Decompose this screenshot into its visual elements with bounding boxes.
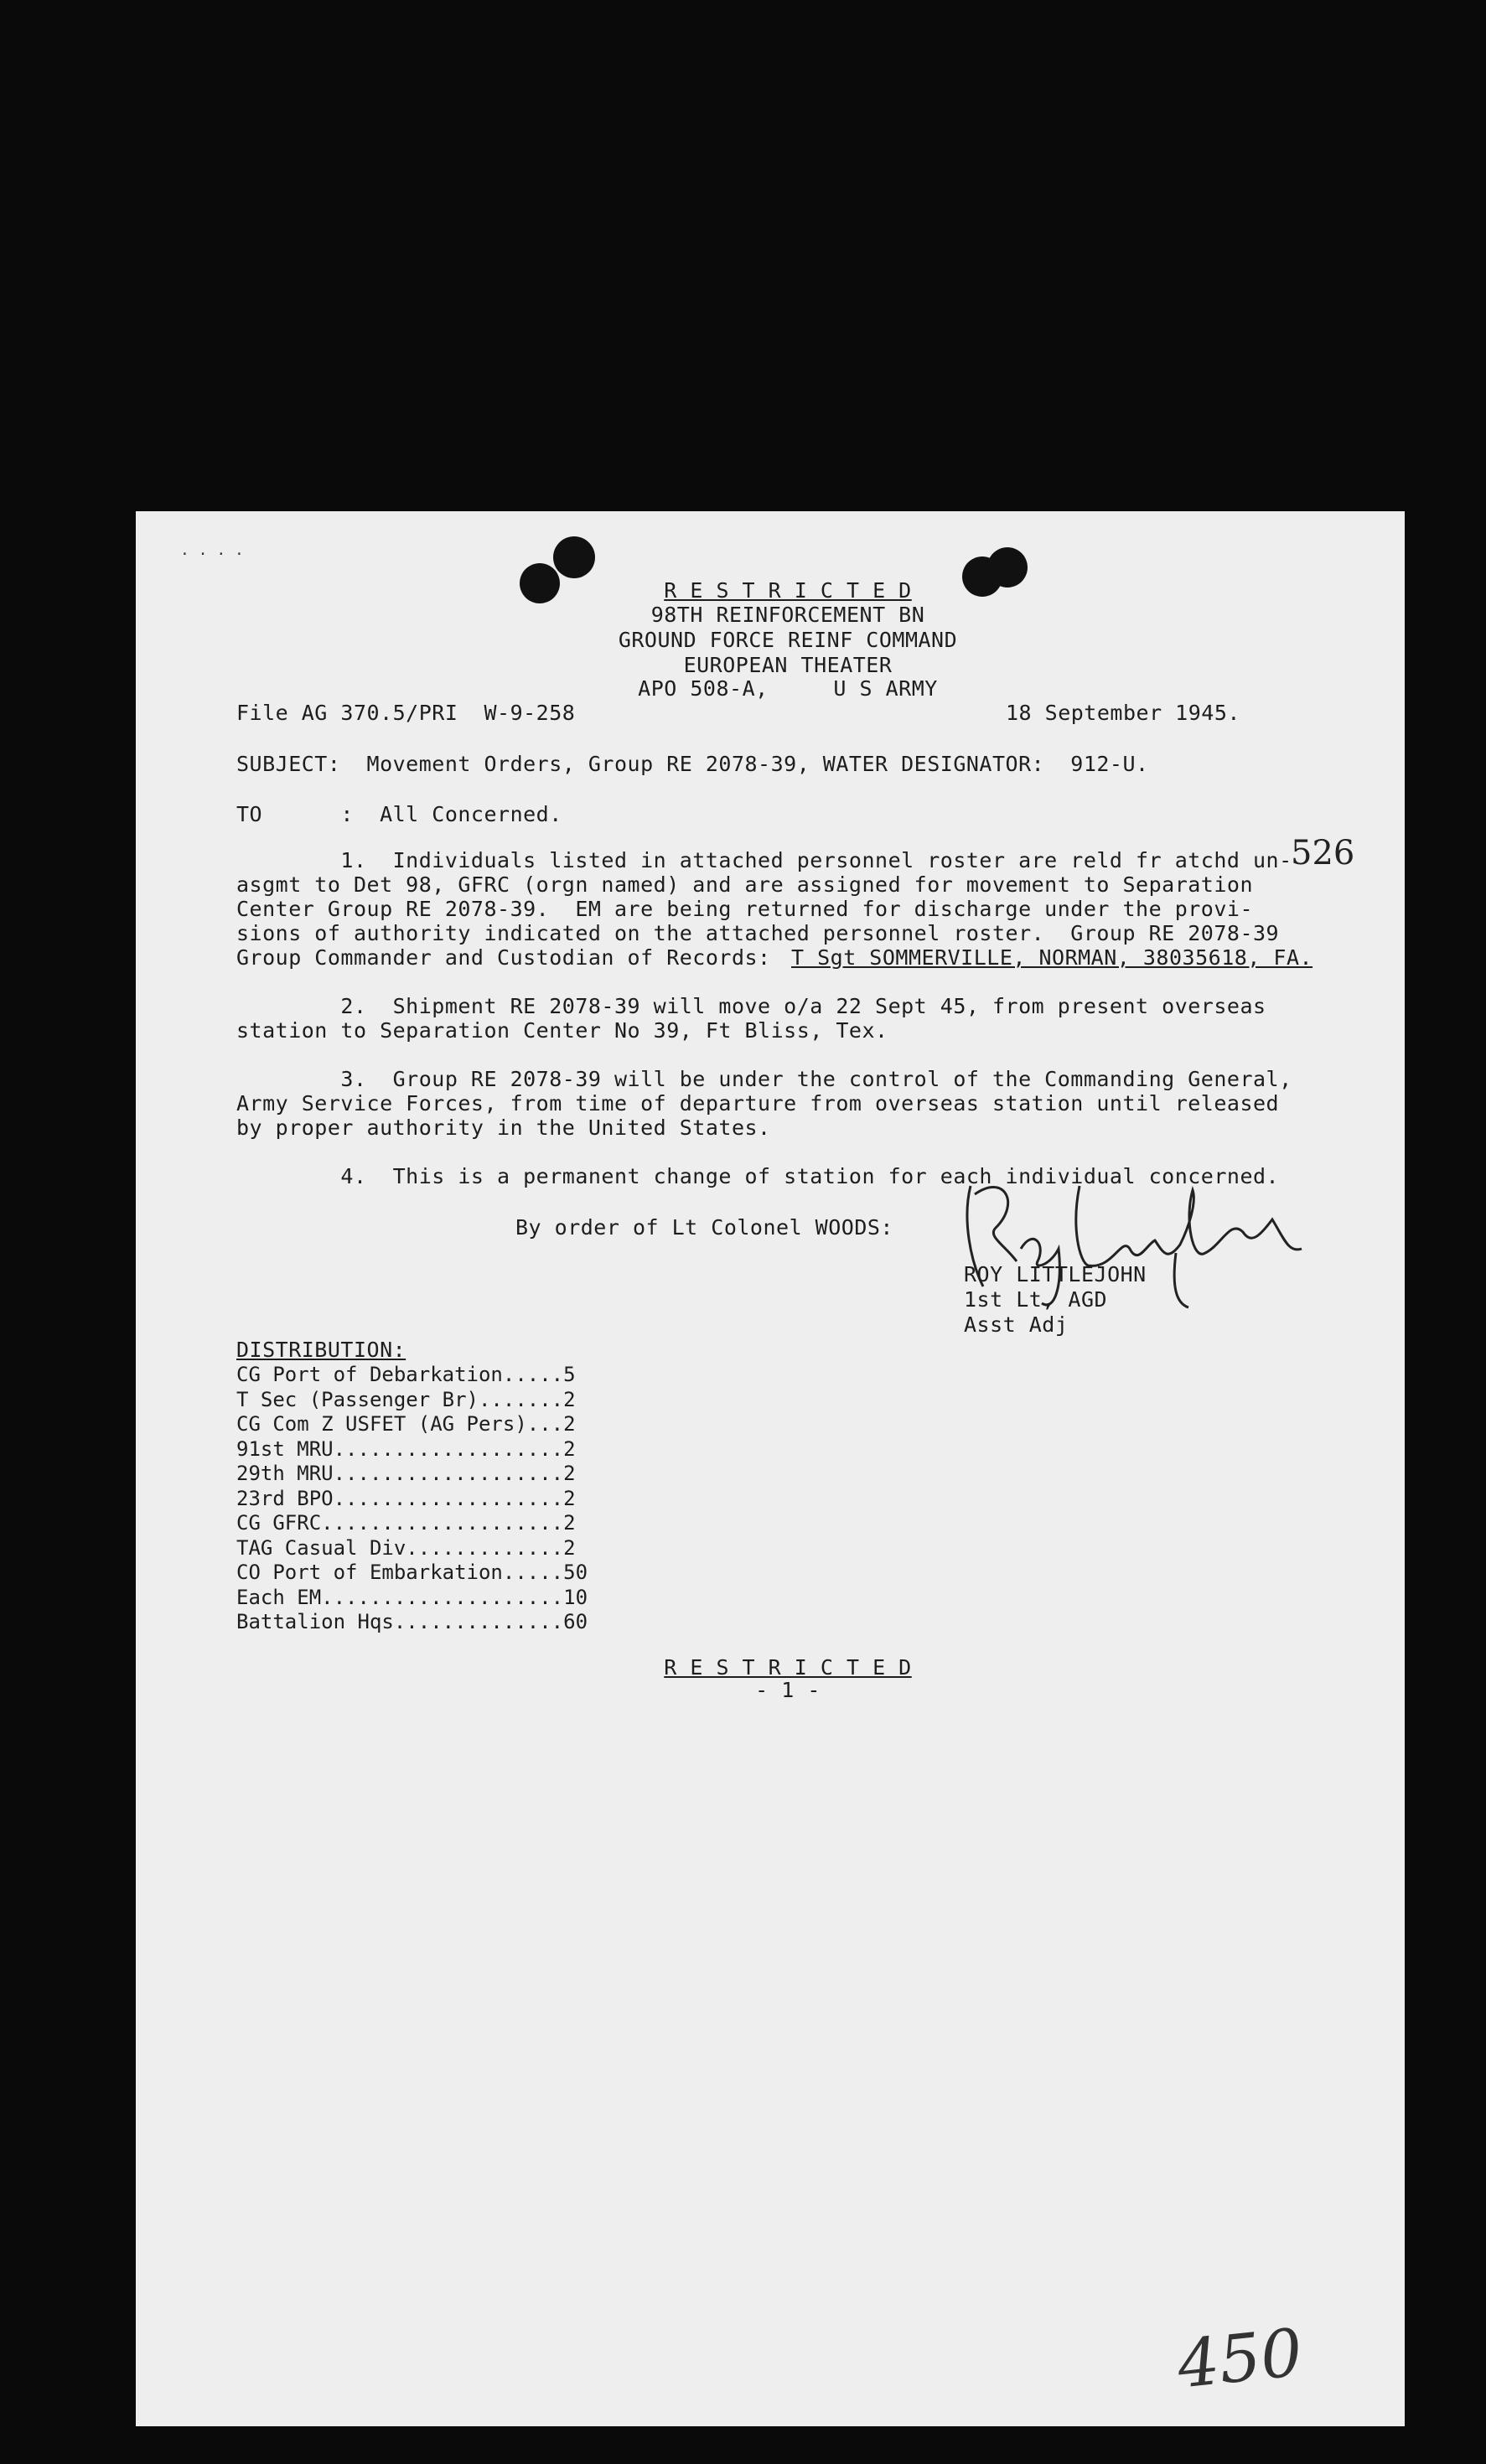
paragraph-1-line: Group Commander and Custodian of Records: [236, 945, 797, 970]
paragraph-3-line: Army Service Forces, from time of departure from overseas station until released [236, 1091, 1280, 1116]
distribution-row: 29th MRU...................2 [236, 1462, 576, 1485]
paragraph-1-line: asgmt to Det 98, GFRC (orgn named) and are assigned for movement to Separation [236, 872, 1253, 897]
punch-hole-left-1 [520, 563, 560, 603]
paragraph-1-line: sions of authority indicated on the attached personnel roster. Group RE 2078-39 [236, 921, 1280, 945]
signature-title: Asst Adj [964, 1312, 1069, 1337]
footer-classification: R E S T R I C T E D [664, 1655, 912, 1680]
handwritten-number: 450 [1173, 2315, 1307, 2404]
distribution-row: Battalion Hqs..............60 [236, 1610, 588, 1633]
margin-marks: · · · · [180, 546, 244, 563]
paragraph-1-line: 1. Individuals listed in attached personnel roster are reld fr atchd un- [236, 848, 1292, 872]
paragraph-3-line: by proper authority in the United States. [236, 1116, 771, 1140]
subject-line: SUBJECT: Movement Orders, Group RE 2078-39, WATER DESIGNATOR: 912-U. [236, 752, 1149, 776]
header-apo: APO 508-A, U S ARMY [638, 676, 938, 701]
stamped-number: 526 [1291, 834, 1355, 872]
page-number: - 1 - [755, 1678, 821, 1702]
distribution-heading: DISTRIBUTION: [236, 1338, 406, 1362]
header-unit: 98TH REINFORCEMENT BN [650, 603, 925, 627]
distribution-row: CG Com Z USFET (AG Pers)...2 [236, 1412, 576, 1436]
signature-rank: 1st Lt, AGD [964, 1287, 1108, 1312]
distribution-row: TAG Casual Div.............2 [236, 1536, 576, 1560]
signature-name: ROY LITTLEJOHN [964, 1262, 1147, 1286]
distribution-row: T Sec (Passenger Br).......2 [236, 1388, 576, 1411]
by-order-line: By order of Lt Colonel WOODS: [515, 1215, 893, 1240]
paragraph-4-line: 4. This is a permanent change of station for each individual concerned. [236, 1164, 1280, 1188]
header-command: GROUND FORCE REINF COMMAND [618, 628, 958, 652]
paragraph-3-line: 3. Group RE 2078-39 will be under the control of the Commanding General, [236, 1067, 1292, 1091]
distribution-row: CO Port of Embarkation.....50 [236, 1561, 588, 1584]
punch-hole-right-2 [987, 547, 1028, 588]
paragraph-2-line: 2. Shipment RE 2078-39 will move o/a 22 Sept 45, from present overseas [236, 994, 1266, 1018]
header-theater: EUROPEAN THEATER [683, 653, 893, 677]
distribution-row: CG GFRC....................2 [236, 1511, 576, 1535]
file-reference: File AG 370.5/PRI W-9-258 [236, 701, 576, 725]
paragraph-1-line: Center Group RE 2078-39. EM are being returned for discharge under the provi- [236, 897, 1253, 921]
custodian-name: T Sgt SOMMERVILLE, NORMAN, 38035618, FA. [791, 945, 1313, 970]
distribution-row: 23rd BPO...................2 [236, 1487, 576, 1510]
header-classification: R E S T R I C T E D [664, 578, 912, 603]
distribution-row: Each EM....................10 [236, 1586, 588, 1609]
distribution-row: 91st MRU...................2 [236, 1437, 576, 1461]
distribution-row: CG Port of Debarkation.....5 [236, 1363, 576, 1386]
punch-hole-left-2 [553, 536, 595, 578]
paragraph-2-line: station to Separation Center No 39, Ft Bliss, Tex. [236, 1018, 888, 1043]
to-line: TO : All Concerned. [236, 802, 562, 826]
document-date: 18 September 1945. [1006, 701, 1240, 725]
